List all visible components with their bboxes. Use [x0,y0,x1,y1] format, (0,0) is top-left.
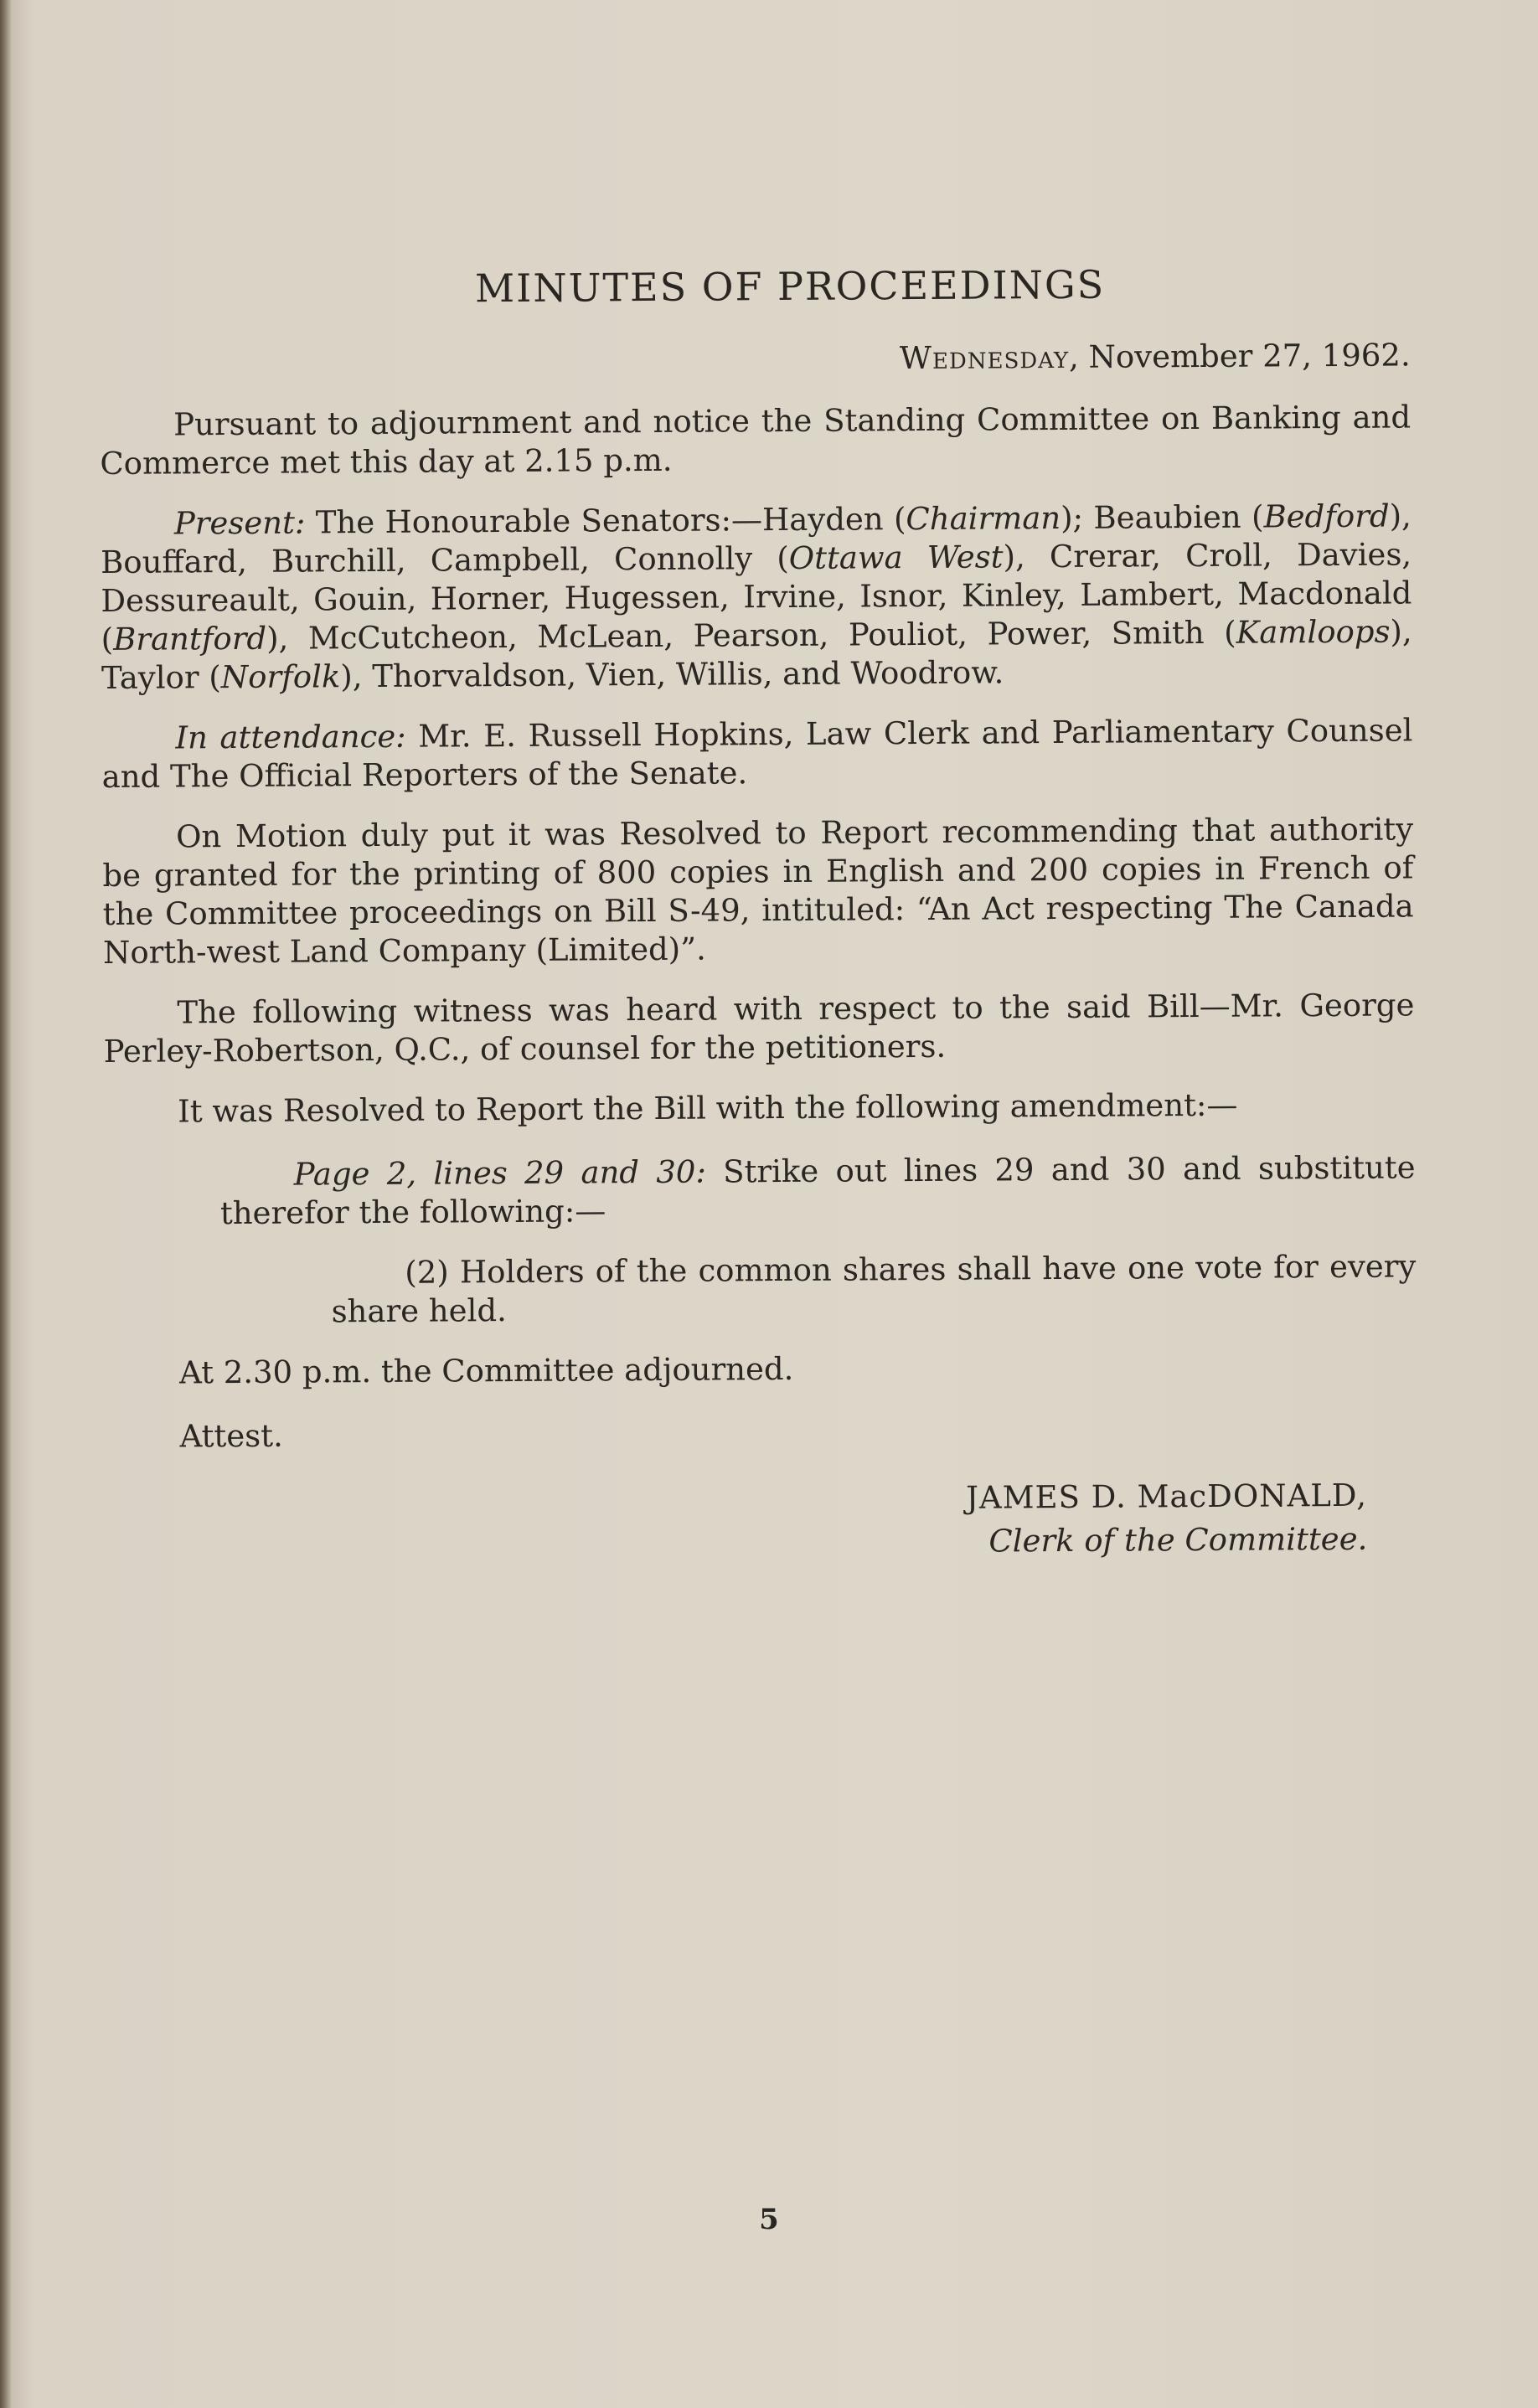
present-kamloops: Kamloops [1236,613,1391,651]
present-text-3: ), Bouffard, Burchill, Campbell, Connolly ( [101,498,1412,580]
signature-name: JAMES D. MacDONALD, [965,1477,1368,1516]
present-brantford: Brantford [113,620,267,657]
meeting-date [100,337,1411,381]
document-body [99,260,1417,1569]
present-paragraph [101,497,1412,698]
present-text-5: ), McCutcheon, McLean, Pearson, Pouliot, Power, Smith ( [266,614,1236,657]
intro-paragraph: Pursuant to adjournment and notice the Standing Committee on Banking and Commerce met this day at 2.15 p.m. [100,399,1412,482]
present-chairman: Chairman [906,499,1061,538]
present-ottawa-west: Ottawa West [788,539,1004,576]
page-number: 5 [759,2203,779,2236]
adjourned-paragraph: At 2.30 p.m. the Committee adjourned. [178,1350,794,1391]
present-label: Present: [173,504,306,542]
attendance-paragraph [101,711,1413,797]
resolved-paragraph: It was Resolved to Report the Bill with the following amendment:— [178,1086,1238,1130]
present-text-1: The Honourable Senators:—Hayden ( [305,501,906,541]
present-norfolk: Norfolk [220,658,341,696]
amendment-clause: (2) Holders of the common shares shall have one vote for every share held. [331,1248,1417,1330]
amendment-text: Strike out lines 29 and 30 and substitute therefor the following:— [219,1149,1416,1232]
attendance-label: In attendance: [175,718,406,756]
signature-title-text: Clerk of the Committee. [988,1520,1368,1560]
date-text: , November 27, 1962. [1068,337,1411,375]
date-weekday: Wednesday [899,338,1070,377]
page-title: MINUTES OF PROCEEDINGS [474,261,1106,312]
signature-title [106,1518,1367,1569]
amendment-paragraph [219,1148,1416,1233]
motion-paragraph: On Motion duly put it was Resolved to Report recommending that authority be granted for the printing of 800 copies in English and 200 copies in French of the Committee proceedings on Bill S-49, intituled: “An Act respecting The Canada North-west Land Company (Limited)”. [102,811,1414,971]
attest-paragraph: Attest. [179,1417,283,1455]
present-bedford: Bedford [1263,498,1390,535]
present-text-4: ), Crerar, Croll, Davies, Dessureault, Gouin, Horner, Hugessen, Irvine, Isnor, Kinley, Lambert, Macdonald ( [101,536,1412,657]
witness-paragraph: The following witness was heard with respect to the said Bill—Mr. George Perley-Robertson, Q.C., of counsel for the petitioners. [103,987,1415,1070]
present-text-2: ); Beaubien ( [1061,498,1264,536]
signature-block [106,1473,1418,1569]
amendment-label: Page 2, lines 29 and 30: [293,1153,706,1193]
present-text-7: ), Thorvaldson, Vien, Willis, and Woodrow. [340,654,1004,695]
present-text-6: ), Taylor ( [101,613,1412,696]
attendance-text: Mr. E. Russell Hopkins, Law Clerk and Parliamentary Counsel and The Official Reporters of the Senate. [101,712,1413,795]
